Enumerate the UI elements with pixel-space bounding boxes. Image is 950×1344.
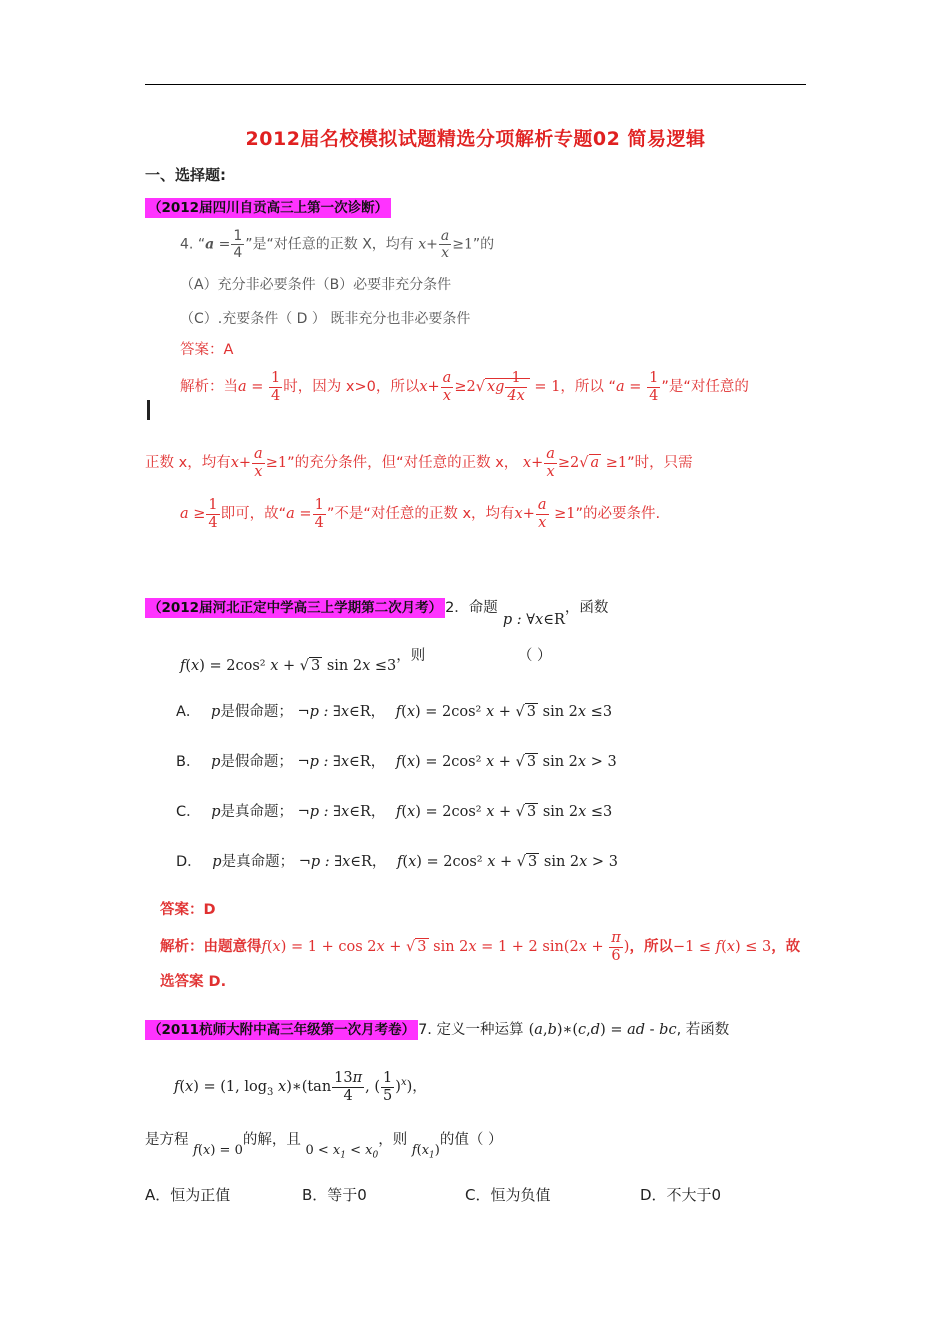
q1-analysis-line3 [180, 497, 660, 531]
q2-source: （2012届河北正定中学高三上学期第二次月考） [145, 598, 445, 618]
q2-fx: f [180, 658, 186, 674]
q1-source-tag [145, 196, 391, 216]
q1-anl-frac-ax: $\frac{a}{x}$ [442, 370, 452, 404]
q1-options-ab: （A）充分非必要条件（B）必要非充分条件 [180, 277, 452, 293]
q1-anl-math-sum: x+ [419, 379, 440, 396]
q3-stem-b: , 若函数 [676, 1022, 730, 1038]
q3-line3-b: 的解，且 [242, 1132, 301, 1148]
q2-then: ，则 [396, 648, 426, 664]
q2-option-b-text: 是假命题； [220, 754, 293, 770]
q1-anl-1: 解析：当 [180, 379, 238, 396]
q1-stem-a: “ [197, 236, 206, 253]
q2-option-a-letter: A． [176, 704, 201, 720]
q1-math-ineq: x+ [418, 236, 438, 253]
q1-line2-frac2: $\frac{a}{x}$ [546, 446, 555, 480]
q3-line3-d: 的值（ ） [439, 1132, 503, 1148]
q1-analysis-line2 [145, 446, 693, 480]
q1-line3-frac3: $\frac{a}{x}$ [537, 497, 547, 531]
q1-stem [180, 228, 494, 261]
q2-function-line: f(x) = 2cos² x + √ 3 sin 2x ≤3，则 （ ） [180, 648, 552, 674]
q2-stem [145, 596, 609, 628]
q2-func: ，函数 [564, 600, 609, 616]
q1-anl-4: ”是“对任意的 [661, 379, 749, 396]
q3-line3-a: 是方程 [145, 1132, 189, 1148]
q3-source: （2011杭师大附中高三年级第一次月考卷） [145, 1020, 418, 1040]
q1-anl-eq2: = [624, 379, 647, 396]
q1-line3-ge1: ≥1 [549, 506, 576, 523]
q2-option-d-text: 是真命题； [221, 854, 295, 870]
q3-stem-text: 7. 定义一种运算 [418, 1022, 524, 1038]
q1-line3-ge: ≥ [188, 506, 206, 523]
q1-line3-math: x+ [514, 506, 535, 523]
q1-anl-eq: = [246, 379, 269, 396]
q1-source: （2012届四川自贡高三上第一次诊断） [145, 198, 391, 218]
q2-anl-3: ，故 [771, 939, 801, 956]
q1-line3-b: 即可，故“ [220, 506, 287, 523]
header-rule [145, 84, 806, 85]
q1-anl-math-sqrt: xg $\frac{1}{4x}$ [485, 378, 530, 395]
q2-option-b-letter: B． [176, 754, 201, 770]
q1-frac-quarter: $\frac{1}{4}$ [233, 228, 243, 262]
q2-prop-p: p : ∀x∈R [502, 612, 565, 628]
q1-line3-frac2: $\frac{1}{4}$ [314, 497, 324, 531]
q3-line3-c: ，则 [378, 1132, 408, 1148]
q1-math-ge1: ≥1 [452, 236, 473, 253]
q1-line2-a: 正数 x，均有 [145, 455, 231, 472]
q2-option-c-letter: C． [176, 804, 201, 820]
q1-anl-math-eq1: = 1 [529, 379, 561, 396]
q2-anl-2: ，所以 [629, 939, 673, 956]
q2-option-a: A． p是假命题； ¬p : ∃x∈R， f(x) = 2cos² x + √ 3 sin 2x ≤3 [176, 704, 613, 720]
q1-line3-eq: = [294, 506, 312, 523]
q1-line2-ge2: ≥2√ a ≥1 [557, 455, 628, 472]
q1-line3-c: ”不是“对任意的正数 x，均有 [326, 506, 515, 523]
q1-anl-frac: $\frac{1}{4}$ [271, 370, 281, 404]
q1-stem-b: ”是“对任意的正数 X，均有 [245, 236, 414, 253]
q1-anl-3: ，所以 “ [560, 379, 617, 396]
q2-option-b: B． p是假命题； ¬p : ∃x∈R， f(x) = 2cos² x + √ 3 sin 2x > 3 [176, 754, 617, 770]
q1-answer: 答案：A [180, 342, 234, 358]
q1-line3-d: ”的必要条件. [575, 506, 661, 523]
q2-answer: 答案：D [160, 902, 216, 918]
q2-option-c-text: 是真命题； [220, 804, 294, 820]
q2-analysis-line1: 解析：由题意得f(x) = 1 + cos 2x + √ 3 sin 2x = 1 + 2 sin(2x + $\frac{\pi}{6}$ )，所以−1 ≤ f(x) ≤ 3，故 [160, 930, 801, 964]
q3-choice-b: B．等于0 [302, 1186, 367, 1204]
q2-option-d-letter: D． [176, 854, 202, 870]
q1-anl-frac2: $\frac{1}{4}$ [649, 370, 659, 404]
page-title: 2012届名校模拟试题精选分项解析专题02 简易逻辑 [245, 128, 706, 150]
q2-analysis-line2: 选答案 D. [160, 974, 227, 990]
q3-operation: (a,b)∗(c,d) = ad - bc [528, 1022, 677, 1038]
q1-line3-a2: a [286, 506, 295, 523]
q1-anl-math-a2: a [616, 379, 625, 396]
q1-anl-2: 时，因为 x>0，所以 [283, 379, 420, 396]
q3-line2-end: ， [412, 1079, 427, 1096]
q3-function-line: f(x) = (1, $\log_3$ x)∗(tan $\frac{13\pi}{4}$ , ( $\frac{1}{5}$ )$^x$)， [174, 1070, 427, 1104]
q1-number: 4. [180, 236, 194, 253]
q2-anl-1: 解析：由题意得 [160, 939, 262, 956]
q1-line3-frac: $\frac{1}{4}$ [208, 497, 218, 531]
q3-choice-d: D．不大于0 [640, 1186, 722, 1204]
q1-line2-math2: x+ [522, 455, 544, 472]
text-cursor [147, 400, 150, 420]
q1-frac-ax: $\frac{a}{x}$ [440, 228, 450, 262]
q3-choice-c: C．恒为负值 [465, 1186, 551, 1204]
q1-analysis-line1 [180, 370, 749, 404]
section-heading: 一、选择题: [145, 166, 226, 184]
q3-stem [145, 1018, 729, 1039]
q3-choice-a: A．恒为正值 [145, 1186, 231, 1204]
q1-anl-math-ge: ≥2√ [454, 379, 485, 396]
q1-line2-c: ”时，只需 [627, 455, 693, 472]
q1-math-a: a = [205, 236, 231, 253]
q1-anl-math-a: a [238, 379, 247, 396]
q1-line2-math1: x+ [230, 455, 252, 472]
q2-stem-text: 2．命题 [445, 600, 498, 616]
q1-line2-frac1: $\frac{a}{x}$ [254, 446, 263, 480]
q1-line3-a: a [180, 506, 189, 523]
q2-option-a-text: 是假命题； [220, 704, 293, 720]
q2-option-d: D． p是真命题； ¬p : ∃x∈R， f(x) = 2cos² x + √ 3 sin 2x > 3 [176, 854, 618, 870]
q1-line2-b: ”的充分条件，但“对任意的正数 x， [287, 455, 519, 472]
q2-paren: （ ） [517, 648, 552, 664]
q1-line2-ge1: ≥1 [265, 455, 288, 472]
q1-stem-c: ”的 [472, 236, 495, 253]
q1-anl-frac-4x: $\frac{1}{4x}$ [507, 370, 525, 404]
q1-options-cd: （C）.充要条件（ D ） 既非充分也非必要条件 [180, 311, 471, 327]
q3-condition-line: 是方程 f(x) = 0的解，且 $0 < x_1 < x_0$，则 $f(x_1)$的值（ ） [145, 1132, 503, 1161]
q2-option-c: C． p是真命题； ¬p : ∃x∈R， f(x) = 2cos² x + √ 3 sin 2x ≤3 [176, 804, 613, 820]
